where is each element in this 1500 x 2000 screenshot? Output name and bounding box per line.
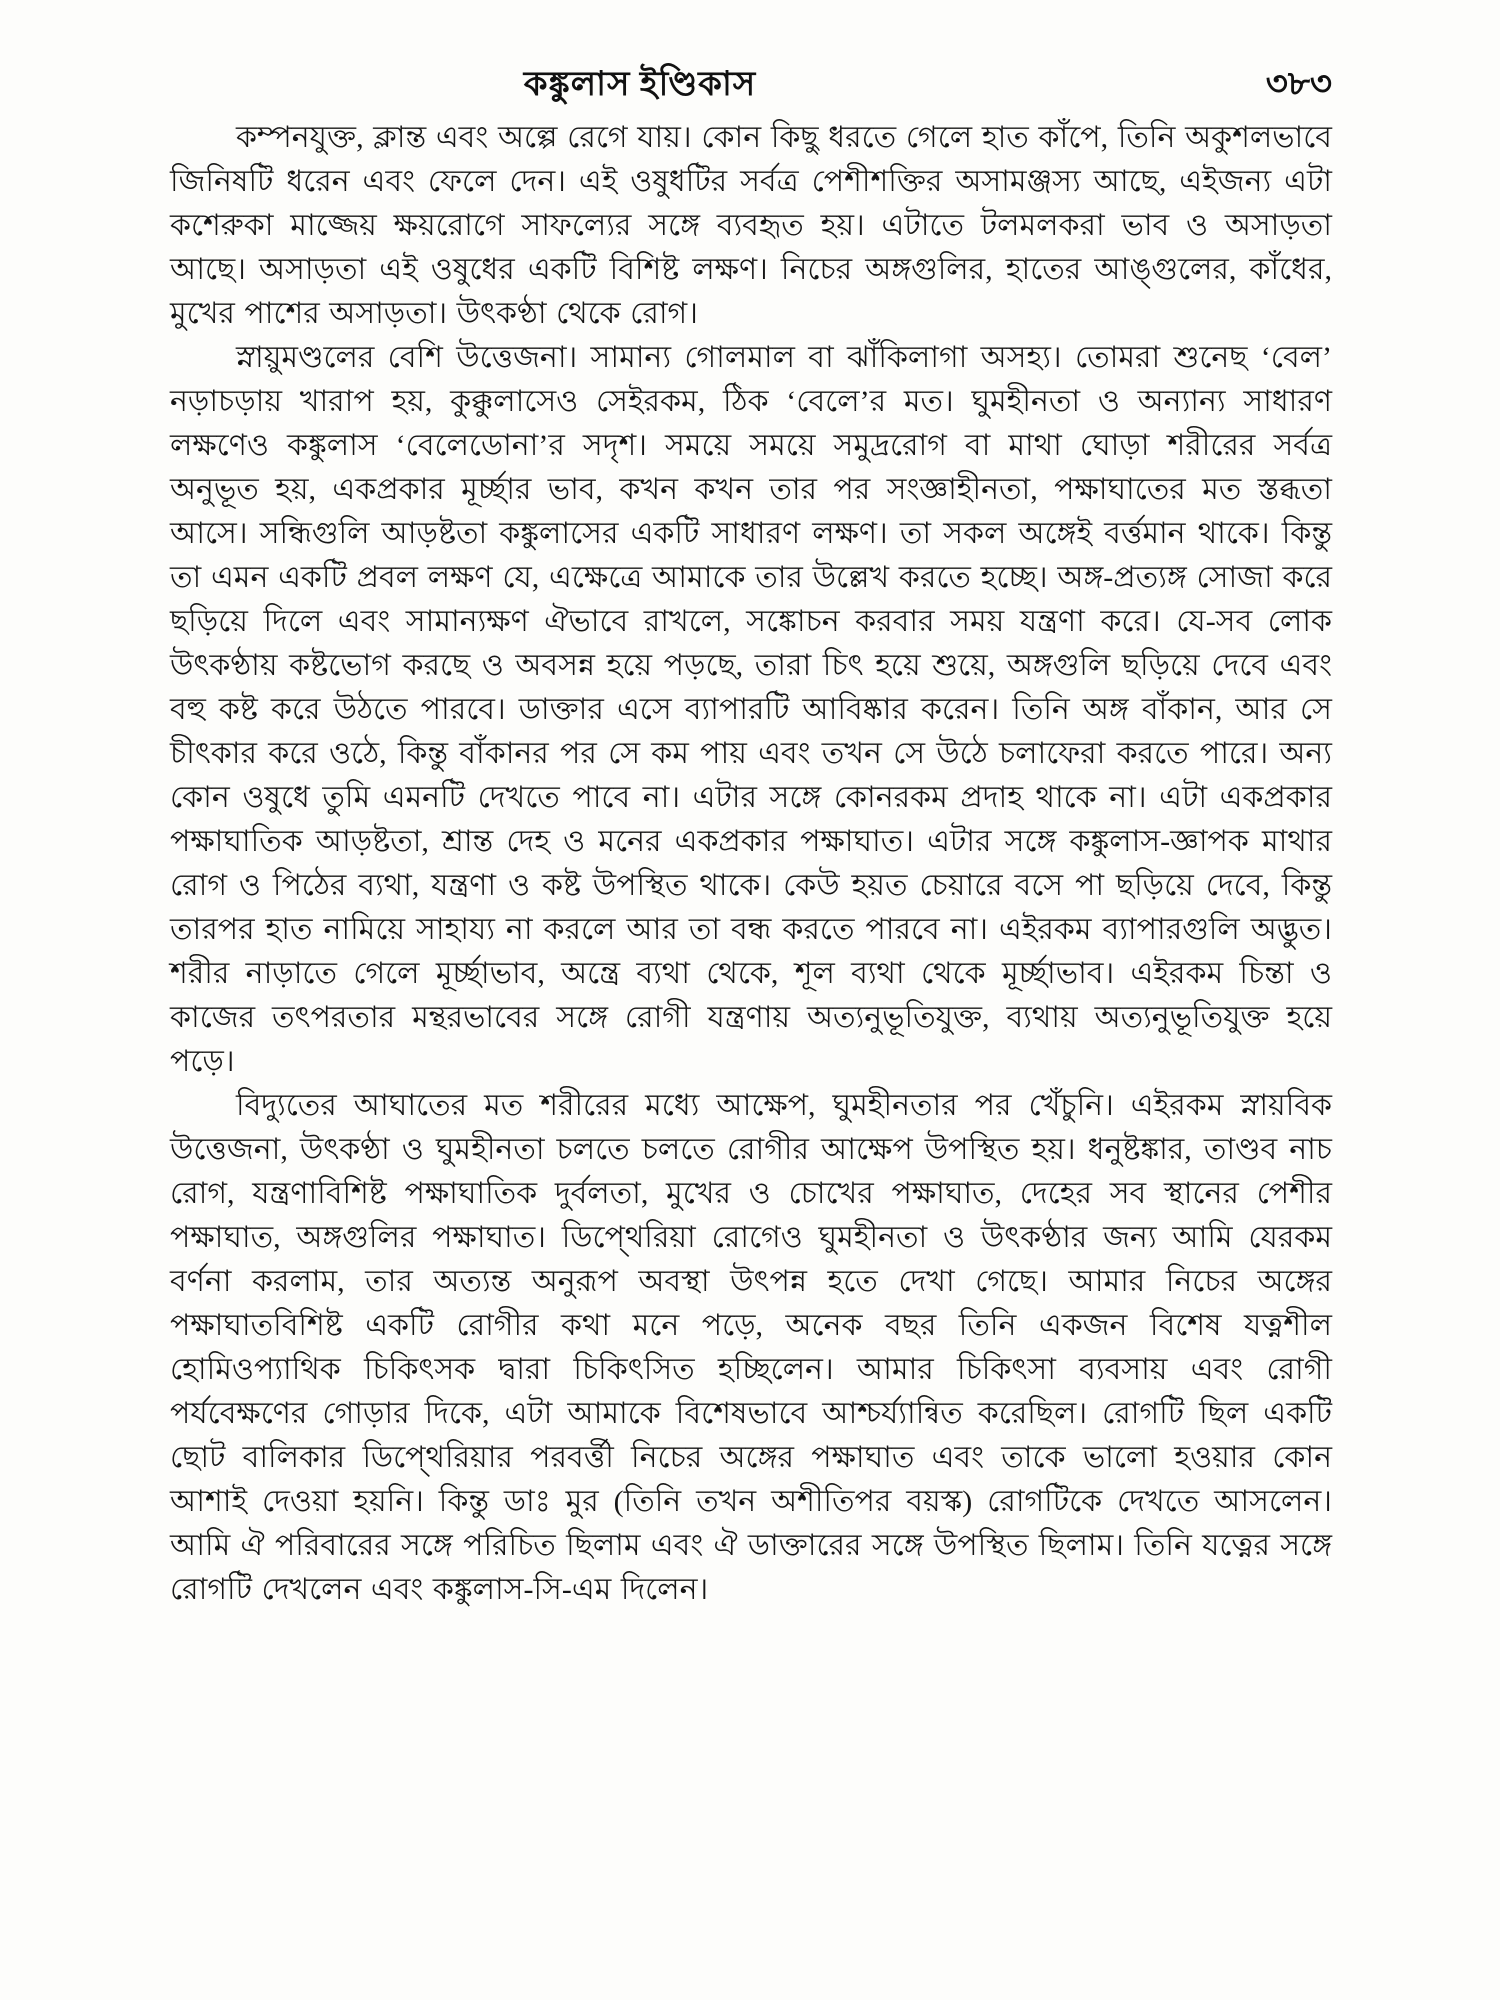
paragraph-2: স্নায়ুমণ্ডলের বেশি উত্তেজনা। সামান্য গোলমাল বা ঝাঁকিলাগা অসহ্য। তোমরা শুনেছ ‘বেল’ নড়াচড়ায় খারাপ হয়, কুক্কুলাসেও সেইরকম, ঠিক ‘বেলে’র মত। ঘুমহীনতা ও অন্যান্য সাধারণ লক্ষণেও কঙ্কুলাস ‘বেলেডোনা’র সদৃশ। সময়ে সময়ে সমুদ্ররোগ বা মাথা ঘোড়া শরীরের সর্বত্র অনুভূত হয়, একপ্রকার মূর্চ্ছার ভাব, কখন কখন তার পর সংজ্ঞাহীনতা, পক্ষাঘাতের মত স্তব্ধতা আসে। সন্ধিগুলি আড়ষ্টতা কঙ্কুলাসের একটি সাধারণ লক্ষণ। তা সকল অঙ্গেই বর্ত্তমান থাকে। কিন্তু তা এমন একটি প্রবল লক্ষণ যে, এক্ষেত্রে আমাকে তার উল্লেখ করতে হচ্ছে। অঙ্গ-প্রত্যঙ্গ সোজা করে ছড়িয়ে দিলে এবং সামান্যক্ষণ ঐভাবে রাখলে, সঙ্কোচন করবার সময় যন্ত্রণা করে। যে-সব লোক উৎকণ্ঠায় কষ্টভোগ করছে ও অবসন্ন হয়ে পড়ছে, তারা চিৎ হয়ে শুয়ে, অঙ্গগুলি ছড়িয়ে দেবে এবং বহু কষ্ট করে উঠতে পারবে। ডাক্তার এসে ব্যাপারটি আবিষ্কার করেন। তিনি অঙ্গ বাঁকান, আর সে চীৎকার করে ওঠে, কিন্তু বাঁকানর পর সে কম পায় এবং তখন সে উঠে চলাফেরা করতে পারে। অন্য কোন ওষুধে তুমি এমনটি দেখতে পাবে না। এটার সঙ্গে কোনরকম প্রদাহ থাকে না। এটা একপ্রকার পক্ষাঘাতিক আড়ষ্টতা, শ্রান্ত দেহ ও মনের একপ্রকার পক্ষাঘাত। এটার সঙ্গে কঙ্কুলাস-জ্ঞাপক মাথার রোগ ও পিঠের ব্যথা, যন্ত্রণা ও কষ্ট উপস্থিত থাকে। কেউ হয়ত চেয়ারে বসে পা ছড়িয়ে দেবে, কিন্তু তারপর হাত নামিয়ে সাহায্য না করলে আর তা বন্ধ করতে পারবে না। এইরকম ব্যাপারগুলি অদ্ভুত। শরীর নাড়াতে গেলে মূর্চ্ছাভাব, অন্ত্রে ব্যথা থেকে, শূল ব্যথা থেকে মূর্চ্ছাভাব। এইরকম চিন্তা ও কাজের তৎপরতার মন্থরভাবের সঙ্গে রোগী যন্ত্রণায় অত্যনুভূতিযুক্ত, ব্যথায় অত্যনুভূতিযুক্ত হয়ে পড়ে। (170, 341, 1332, 1078)
paragraph-3: বিদ্যুতের আঘাতের মত শরীরের মধ্যে আক্ষেপ, ঘুমহীনতার পর খেঁচুনি। এইরকম স্নায়বিক উত্তেজনা, উৎকণ্ঠা ও ঘুমহীনতা চলতে চলতে রোগীর আক্ষেপ উপস্থিত হয়। ধনুষ্টঙ্কার, তাণ্ডব নাচ রোগ, যন্ত্রণাবিশিষ্ট পক্ষাঘাতিক দুর্বলতা, মুখের ও চোখের পক্ষাঘাত, দেহের সব স্থানের পেশীর পক্ষাঘাত, অঙ্গগুলির পক্ষাঘাত। ডিপ্থেরিয়া রোগেও ঘুমহীনতা ও উৎকণ্ঠার জন্য আমি যেরকম বর্ণনা করলাম, তার অত্যন্ত অনুরূপ অবস্থা উৎপন্ন হতে দেখা গেছে। আমার নিচের অঙ্গের পক্ষাঘাতবিশিষ্ট একটি রোগীর কথা মনে পড়ে, অনেক বছর তিনি একজন বিশেষ যত্নশীল হোমিওপ্যাথিক চিকিৎসক দ্বারা চিকিৎসিত হচ্ছিলেন। আমার চিকিৎসা ব্যবসায় এবং রোগী পর্যবেক্ষণের গোড়ার দিকে, এটা আমাকে বিশেষভাবে আশ্চর্য্যান্বিত করেছিল। রোগটি ছিল একটি ছোট বালিকার ডিপ্থেরিয়ার পরবর্ত্তী নিচের অঙ্গের পক্ষাঘাত এবং তাকে ভালো হওয়ার কোন আশাই দেওয়া হয়নি। কিন্তু ডাঃ মুর (তিনি তখন অশীতিপর বয়স্ক) রোগটিকে দেখতে আসলেন। আমি ঐ পরিবারের সঙ্গে পরিচিত ছিলাম এবং ঐ ডাক্তারের সঙ্গে উপস্থিত ছিলাম। তিনি যত্নের সঙ্গে রোগটি দেখলেন এবং কঙ্কুলাস-সি-এম দিলেন। (170, 1089, 1332, 1606)
page-body (0, 110, 1500, 1612)
page-header (0, 0, 1500, 110)
page-title: কঙ্কুলাস ইণ্ডিকাস (523, 66, 757, 103)
page-number: ৩৮৩ (1265, 66, 1332, 103)
paragraph-1: কম্পনযুক্ত, ক্লান্ত এবং অল্পে রেগে যায়। কোন কিছু ধরতে গেলে হাত কাঁপে, তিনি অকুশলভাবে জিনিষটি ধরেন এবং ফেলে দেন। এই ওষুধটির সর্বত্র পেশীশক্তির অসামঞ্জস্য আছে, এইজন্য এটা কশেরুকা মাজ্জেয় ক্ষয়রোগে সাফল্যের সঙ্গে ব্যবহৃত হয়। এটাতে টলমলকরা ভাব ও অসাড়তা আছে। অসাড়তা এই ওষুধের একটি বিশিষ্ট লক্ষণ। নিচের অঙ্গগুলির, হাতের আঙ্গুলের, কাঁধের, মুখের পাশের অসাড়তা। উৎকণ্ঠা থেকে রোগ। (170, 121, 1332, 330)
